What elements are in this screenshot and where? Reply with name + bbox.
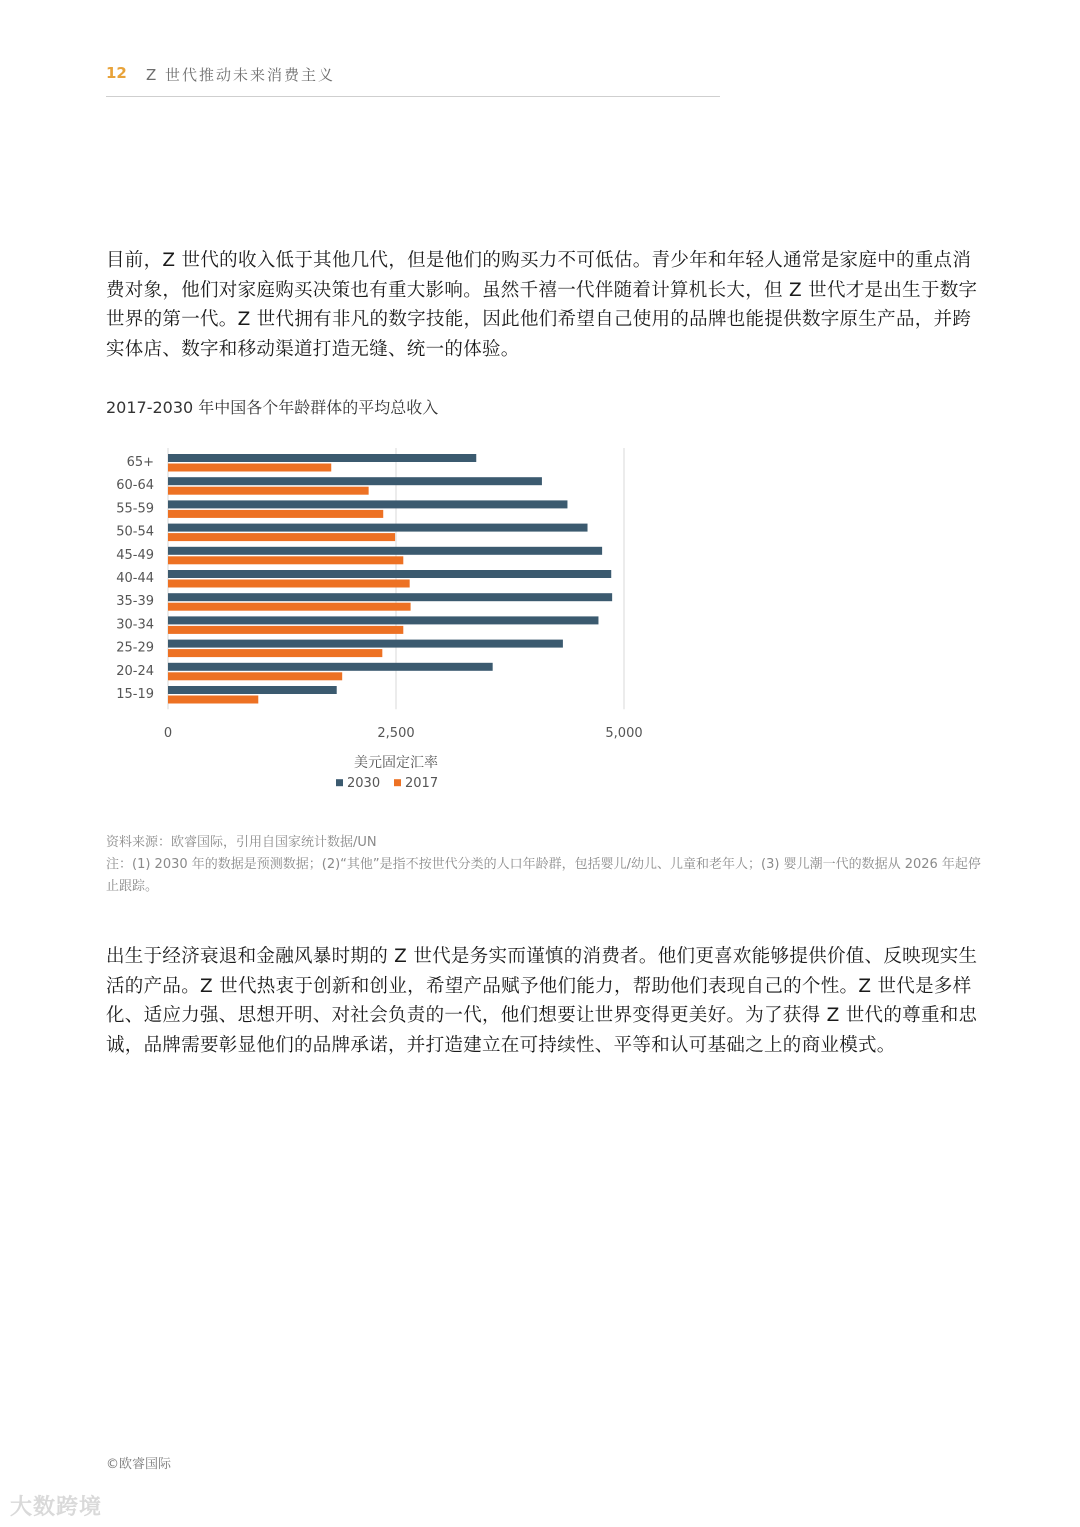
bar-2030	[168, 616, 598, 624]
conclusion-paragraph: 出生于经济衰退和金融风暴时期的 Z 世代是务实而谨慎的消费者。他们更喜欢能够提供价值、反映现实生活的产品。Z 世代热衷于创新和创业，希望产品赋予他们能力，帮助他们表现自己的个性。Z 世代是多样化、适应力强、思想开明、对社会负责的一代，他们想要让世界变得更美好。为了获得 Z 世代的尊重和忠诚，品牌需要彰显他们的品牌承诺，并打造建立在可持续性、平等和认可基础之上的商业模式。	[106, 946, 978, 1056]
y-category-label: 35-39	[116, 594, 154, 610]
bar-2017	[168, 672, 342, 680]
header-title: Z 世代推动未来消费主义	[146, 66, 336, 84]
bar-2017	[168, 649, 382, 657]
y-category-label: 25-29	[116, 640, 154, 656]
y-category-label: 60-64	[116, 478, 154, 494]
y-category-label: 15-19	[116, 687, 154, 702]
y-category-label: 65+	[126, 455, 154, 470]
notes-line: 注：(1) 2030 年的数据是预测数据；(2)“其他”是指不按世代分类的人口年龄群，包括婴儿/幼儿、儿童和老年人；(3) 婴儿潮一代的数据从 2026 年起停止跟踪。	[106, 857, 981, 894]
bar-2030	[168, 640, 563, 648]
page-number: 12	[106, 64, 127, 82]
bar-2017	[168, 626, 403, 634]
income-bar-chart	[100, 440, 660, 800]
bar-2017	[168, 487, 369, 495]
y-category-label: 55-59	[116, 501, 154, 517]
chart-title: 2017-2030 年中国各个年龄群体的平均总收入	[106, 398, 439, 417]
x-axis-title: 美元固定汇率	[354, 755, 438, 772]
bar-2017	[168, 556, 403, 564]
bar-2030	[168, 663, 493, 671]
y-category-label: 20-24	[116, 663, 154, 679]
bar-2017	[168, 580, 410, 588]
bar-2017	[168, 603, 411, 611]
source-line: 资料来源：欧睿国际，引用自国家统计数据/UN	[106, 835, 377, 850]
bar-2017	[168, 464, 331, 472]
bar-2017	[168, 510, 383, 518]
legend-swatch	[336, 779, 343, 786]
bar-2030	[168, 500, 567, 508]
bar-2017	[168, 696, 258, 704]
legend-label: 2030	[347, 776, 381, 792]
x-tick-label: 5,000	[605, 726, 643, 742]
y-category-label: 50-54	[116, 524, 154, 540]
y-category-label: 45-49	[116, 547, 154, 563]
source-notes	[106, 832, 986, 898]
page-header	[106, 60, 720, 97]
bar-2030	[168, 570, 611, 578]
y-category-label: 40-44	[116, 571, 154, 586]
x-tick-label: 0	[163, 726, 173, 742]
bar-2030	[168, 686, 337, 694]
legend-swatch	[394, 779, 401, 786]
x-tick-label: 2,500	[377, 726, 415, 742]
legend-label: 2017	[405, 776, 439, 792]
copyright: ©欧睿国际	[106, 1457, 172, 1472]
y-category-label: 30-34	[116, 617, 154, 633]
intro-paragraph: 目前，Z 世代的收入低于其他几代，但是他们的购买力不可低估。青少年和年轻人通常是家庭中的重点消费对象，他们对家庭购买决策也有重大影响。虽然千禧一代伴随着计算机长大，但 Z 世代才是出生于数字世界的第一代。Z 世代拥有非凡的数字技能，因此他们希望自己使用的品牌也能提供数字原生产品，并跨实体店、数字和移动渠道打造无缝、统一的体验。	[106, 250, 978, 360]
bar-2030	[168, 593, 612, 601]
bar-2030	[168, 477, 542, 485]
bar-2030	[168, 454, 476, 462]
bar-2017	[168, 533, 395, 541]
bar-2030	[168, 547, 602, 555]
bar-2030	[168, 524, 588, 532]
watermark-logo: 大数跨境	[10, 1495, 103, 1520]
